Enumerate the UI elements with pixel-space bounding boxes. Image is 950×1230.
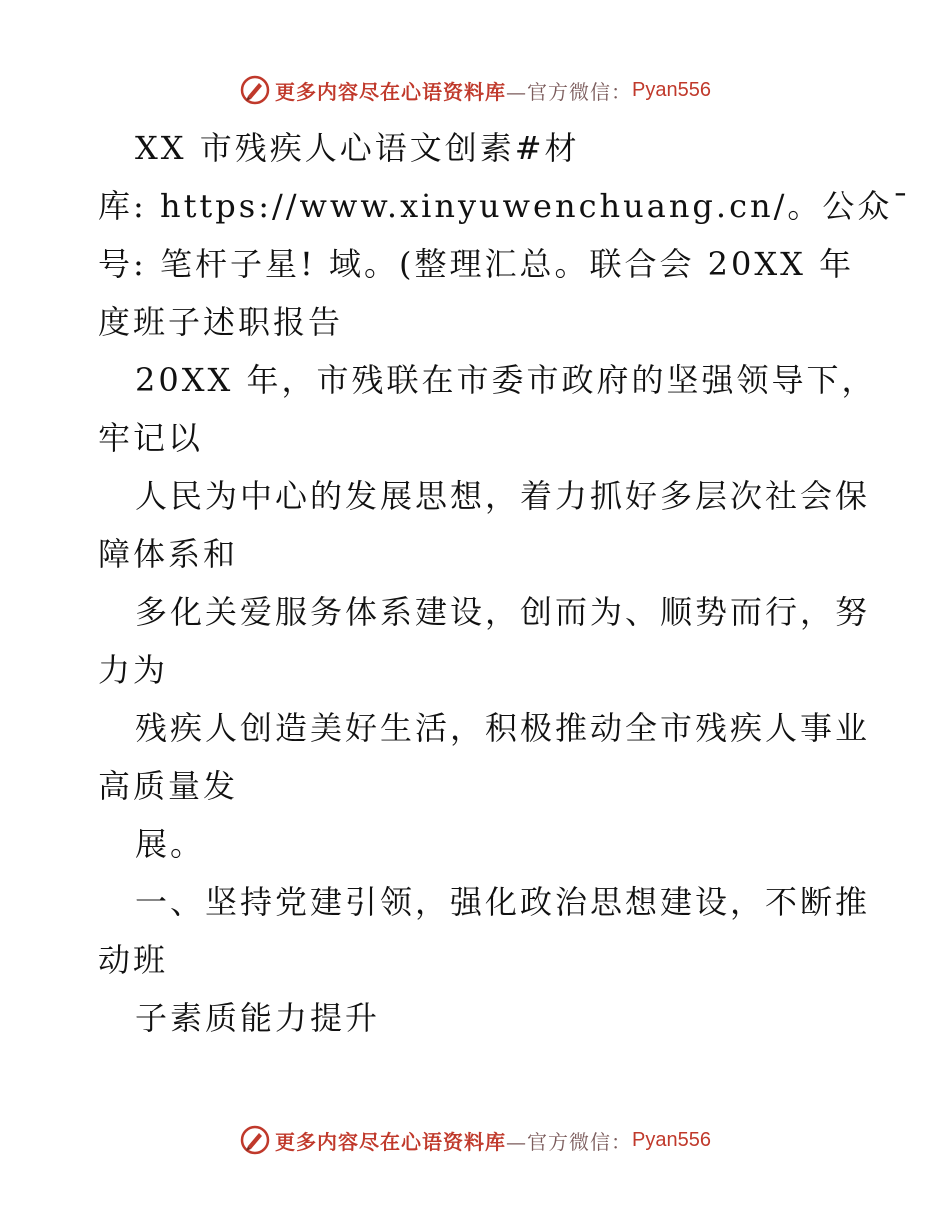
banner-wechat-id: Pyan556 — [632, 1128, 711, 1151]
body-line: 多化关爱服务体系建设，创而为、顺势而行，努 — [135, 593, 871, 631]
body-line: 20XX 年，市残联在市委市政府的坚强领导下， — [135, 361, 877, 399]
body-line: 展。 — [135, 825, 206, 863]
banner-main-text: 更多内容尽在心语资料库 — [275, 79, 507, 104]
banner-wechat-id: Pyan556 — [632, 78, 711, 101]
body-line: 号: 笔杆子星! 域。(整理汇总。联合会 20XX 年 — [98, 245, 855, 283]
body-line: 牢记以 — [98, 419, 204, 457]
footer-watermark-banner — [0, 1120, 950, 1160]
banner-main-text: 更多内容尽在心语资料库 — [275, 1129, 507, 1154]
banner-sub-text: —官方微信： — [506, 1129, 633, 1154]
banner-sub-text: —官方微信： — [506, 79, 633, 104]
body-line: XX 市残疾人心语文创素#材 — [135, 129, 580, 167]
pen-logo-icon — [239, 74, 271, 106]
body-line: 人民为中心的发展思想，着力抓好多层次社会保 — [135, 477, 871, 515]
body-line: 度班子述职报告 — [98, 303, 344, 341]
body-line: 高质量发 — [98, 767, 239, 805]
body-line: 库: https://www.xinyuwenchuang.cn/。公众¯ — [98, 187, 912, 225]
pen-logo-icon — [239, 1124, 271, 1156]
body-line: 障体系和 — [98, 535, 239, 573]
section-heading: 一、坚持党建引领，强化政治思想建设，不断推 — [135, 883, 871, 921]
body-line: 残疾人创造美好生活，积极推动全市残疾人事业 — [135, 709, 871, 747]
header-watermark-banner — [0, 70, 950, 110]
body-line: 力为 — [98, 651, 169, 689]
body-line: 动班 — [98, 941, 169, 979]
body-line: 子素质能力提升 — [135, 999, 381, 1037]
